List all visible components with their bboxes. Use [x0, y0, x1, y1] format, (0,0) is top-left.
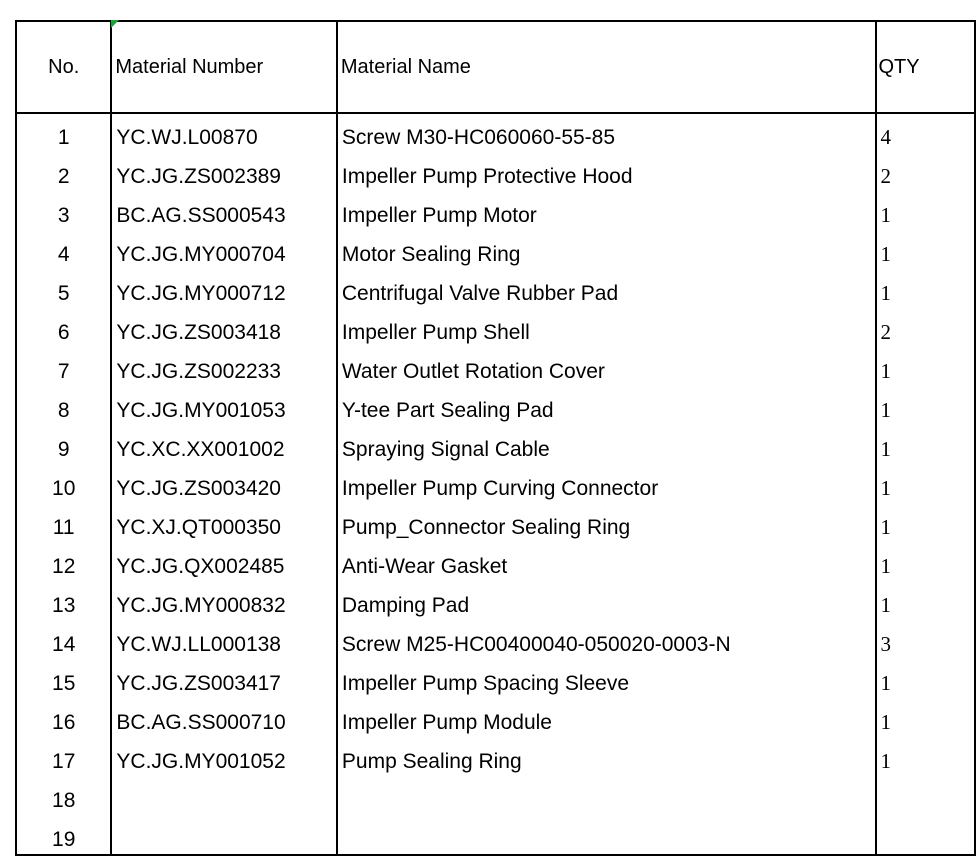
header-material-name[interactable]: Material Name	[337, 21, 876, 113]
cell-material-name[interactable]: Screw M25-HC00400040-050020-0003-N	[337, 620, 876, 659]
cell-no[interactable]: 6	[16, 308, 111, 347]
cell-material-number[interactable]: YC.JG.MY000832	[111, 581, 337, 620]
cell-material-number[interactable]: YC.JG.MY001053	[111, 386, 337, 425]
table-row	[16, 542, 975, 581]
cell-qty[interactable]: 1	[876, 464, 976, 503]
table-row	[16, 386, 975, 425]
table-body	[16, 113, 975, 855]
cell-material-number[interactable]: YC.JG.ZS003420	[111, 464, 337, 503]
cell-qty[interactable]: 1	[876, 425, 976, 464]
cell-qty[interactable]: 1	[876, 269, 976, 308]
cell-qty[interactable]: 4	[876, 113, 976, 152]
cell-no[interactable]: 2	[16, 152, 111, 191]
cell-qty[interactable]: 2	[876, 308, 976, 347]
cell-no[interactable]: 16	[16, 698, 111, 737]
cell-qty[interactable]: 1	[876, 191, 976, 230]
cell-material-name[interactable]: Anti-Wear Gasket	[337, 542, 876, 581]
cell-no[interactable]: 15	[16, 659, 111, 698]
header-qty[interactable]: QTY	[876, 21, 976, 113]
cell-material-number[interactable]: YC.JG.ZS003417	[111, 659, 337, 698]
cell-qty[interactable]: 2	[876, 152, 976, 191]
cell-no[interactable]: 14	[16, 620, 111, 659]
table-header-row	[16, 21, 975, 113]
cell-material-name[interactable]: Impeller Pump Protective Hood	[337, 152, 876, 191]
table-row	[16, 776, 975, 815]
cell-material-number[interactable]	[111, 815, 337, 855]
cell-material-name[interactable]	[337, 815, 876, 855]
table-row	[16, 230, 975, 269]
cell-no[interactable]: 12	[16, 542, 111, 581]
header-material-number[interactable]: Material Number	[111, 21, 337, 113]
cell-no[interactable]: 11	[16, 503, 111, 542]
table-row	[16, 503, 975, 542]
cell-material-number[interactable]: YC.JG.QX002485	[111, 542, 337, 581]
cell-material-number[interactable]	[111, 776, 337, 815]
cell-material-name[interactable]: Impeller Pump Module	[337, 698, 876, 737]
cell-material-name[interactable]: Impeller Pump Curving Connector	[337, 464, 876, 503]
cell-material-number[interactable]: YC.JG.ZS002233	[111, 347, 337, 386]
table-row	[16, 152, 975, 191]
cell-qty[interactable]: 1	[876, 347, 976, 386]
cell-no[interactable]: 7	[16, 347, 111, 386]
cell-material-name[interactable]: Spraying Signal Cable	[337, 425, 876, 464]
cell-material-number[interactable]: YC.XC.XX001002	[111, 425, 337, 464]
cell-material-number[interactable]: YC.XJ.QT000350	[111, 503, 337, 542]
cell-material-number[interactable]: YC.WJ.LL000138	[111, 620, 337, 659]
cell-qty[interactable]: 1	[876, 698, 976, 737]
cell-no[interactable]: 19	[16, 815, 111, 855]
cell-material-number[interactable]: BC.AG.SS000710	[111, 698, 337, 737]
cell-material-name[interactable]: Motor Sealing Ring	[337, 230, 876, 269]
cell-material-number[interactable]: YC.JG.ZS003418	[111, 308, 337, 347]
materials-table	[15, 20, 976, 856]
cell-material-name[interactable]: Impeller Pump Shell	[337, 308, 876, 347]
bill-of-materials-sheet	[15, 20, 976, 856]
cell-qty[interactable]: 1	[876, 737, 976, 776]
cell-material-name[interactable]: Y-tee Part Sealing Pad	[337, 386, 876, 425]
cell-material-name[interactable]: Centrifugal Valve Rubber Pad	[337, 269, 876, 308]
table-row	[16, 620, 975, 659]
cell-no[interactable]: 3	[16, 191, 111, 230]
cell-no[interactable]: 8	[16, 386, 111, 425]
table-row	[16, 425, 975, 464]
cell-material-name[interactable]: Pump_Connector Sealing Ring	[337, 503, 876, 542]
table-row	[16, 191, 975, 230]
cell-qty[interactable]: 1	[876, 581, 976, 620]
table-row	[16, 659, 975, 698]
cell-qty[interactable]: 1	[876, 659, 976, 698]
table-row	[16, 347, 975, 386]
table-row	[16, 815, 975, 855]
cell-qty[interactable]	[876, 815, 976, 855]
cell-qty[interactable]: 1	[876, 542, 976, 581]
cell-material-name[interactable]: Impeller Pump Spacing Sleeve	[337, 659, 876, 698]
cell-no[interactable]: 1	[16, 113, 111, 152]
cell-material-name[interactable]: Impeller Pump Motor	[337, 191, 876, 230]
cell-qty[interactable]: 1	[876, 230, 976, 269]
cell-material-number[interactable]: BC.AG.SS000543	[111, 191, 337, 230]
cell-material-number[interactable]: YC.JG.ZS002389	[111, 152, 337, 191]
cell-no[interactable]: 5	[16, 269, 111, 308]
cell-material-number[interactable]: YC.JG.MY000704	[111, 230, 337, 269]
cell-qty[interactable]: 3	[876, 620, 976, 659]
cell-material-name[interactable]: Water Outlet Rotation Cover	[337, 347, 876, 386]
table-row	[16, 464, 975, 503]
cell-material-name[interactable]: Damping Pad	[337, 581, 876, 620]
table-row	[16, 698, 975, 737]
cell-material-name[interactable]: Pump Sealing Ring	[337, 737, 876, 776]
cell-no[interactable]: 13	[16, 581, 111, 620]
cell-no[interactable]: 4	[16, 230, 111, 269]
cell-no[interactable]: 17	[16, 737, 111, 776]
table-row	[16, 737, 975, 776]
cell-qty[interactable]: 1	[876, 386, 976, 425]
cell-comment-marker-icon	[111, 20, 119, 28]
cell-material-number[interactable]: YC.JG.MY000712	[111, 269, 337, 308]
cell-material-name[interactable]	[337, 776, 876, 815]
cell-no[interactable]: 18	[16, 776, 111, 815]
cell-qty[interactable]: 1	[876, 503, 976, 542]
cell-material-name[interactable]: Screw M30-HC060060-55-85	[337, 113, 876, 152]
table-row	[16, 581, 975, 620]
cell-qty[interactable]	[876, 776, 976, 815]
table-row	[16, 113, 975, 152]
table-row	[16, 269, 975, 308]
cell-no[interactable]: 10	[16, 464, 111, 503]
cell-no[interactable]: 9	[16, 425, 111, 464]
cell-material-number[interactable]: YC.WJ.L00870	[111, 113, 337, 152]
table-row	[16, 308, 975, 347]
cell-material-number[interactable]: YC.JG.MY001052	[111, 737, 337, 776]
header-no[interactable]: No.	[16, 21, 111, 113]
